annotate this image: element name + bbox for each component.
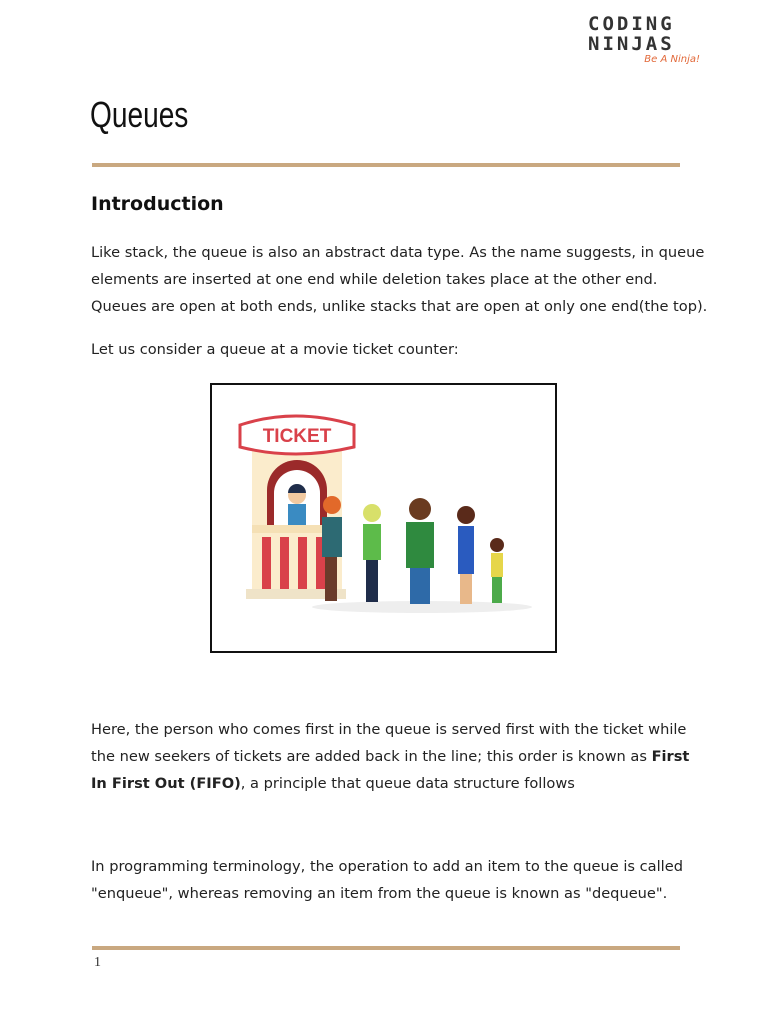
ticket-sign: TICKET bbox=[262, 426, 332, 447]
text-line: Queues are open at both ends, unlike stacks that are open at only one end(the top). bbox=[91, 298, 708, 315]
page-number: 1 bbox=[94, 955, 101, 970]
page-title: Queues bbox=[90, 94, 189, 135]
movie-paragraph: Let us consider a queue at a movie ticket counter: bbox=[91, 341, 459, 358]
enqueue-paragraph bbox=[91, 853, 711, 907]
text-line: Here, the person who comes first in the queue is served first with the ticket while bbox=[91, 721, 687, 738]
section-heading: Introduction bbox=[91, 193, 224, 215]
top-divider bbox=[92, 163, 680, 167]
bold-term: First bbox=[651, 748, 690, 765]
fifo-paragraph bbox=[91, 716, 711, 797]
text-line: In programming terminology, the operation to add an item to the queue is called bbox=[91, 858, 683, 875]
text-line: elements are inserted at one end while deletion takes place at the other end. bbox=[91, 271, 658, 288]
footer-divider bbox=[92, 946, 680, 950]
bold-term: In First Out (FIFO) bbox=[91, 775, 241, 792]
text-span: , a principle that queue data structure follows bbox=[240, 775, 575, 792]
ticket-queue-illustration bbox=[210, 383, 557, 653]
logo-tagline: Be A Ninja! bbox=[644, 54, 700, 65]
text-line: Like stack, the queue is also an abstract data type. As the name suggests, in queue bbox=[91, 244, 705, 261]
text-span: the new seekers of tickets are added back in the line; this order is known as bbox=[91, 748, 652, 765]
intro-paragraph bbox=[91, 239, 711, 320]
text-line: "enqueue", whereas removing an item from the queue is known as "dequeue". bbox=[91, 885, 668, 902]
coding-ninjas-logo bbox=[588, 14, 708, 70]
logo-line2: NINJAS bbox=[588, 33, 675, 55]
logo-line1: CODING bbox=[588, 13, 675, 35]
text-line bbox=[91, 770, 711, 797]
text-line bbox=[91, 743, 711, 770]
